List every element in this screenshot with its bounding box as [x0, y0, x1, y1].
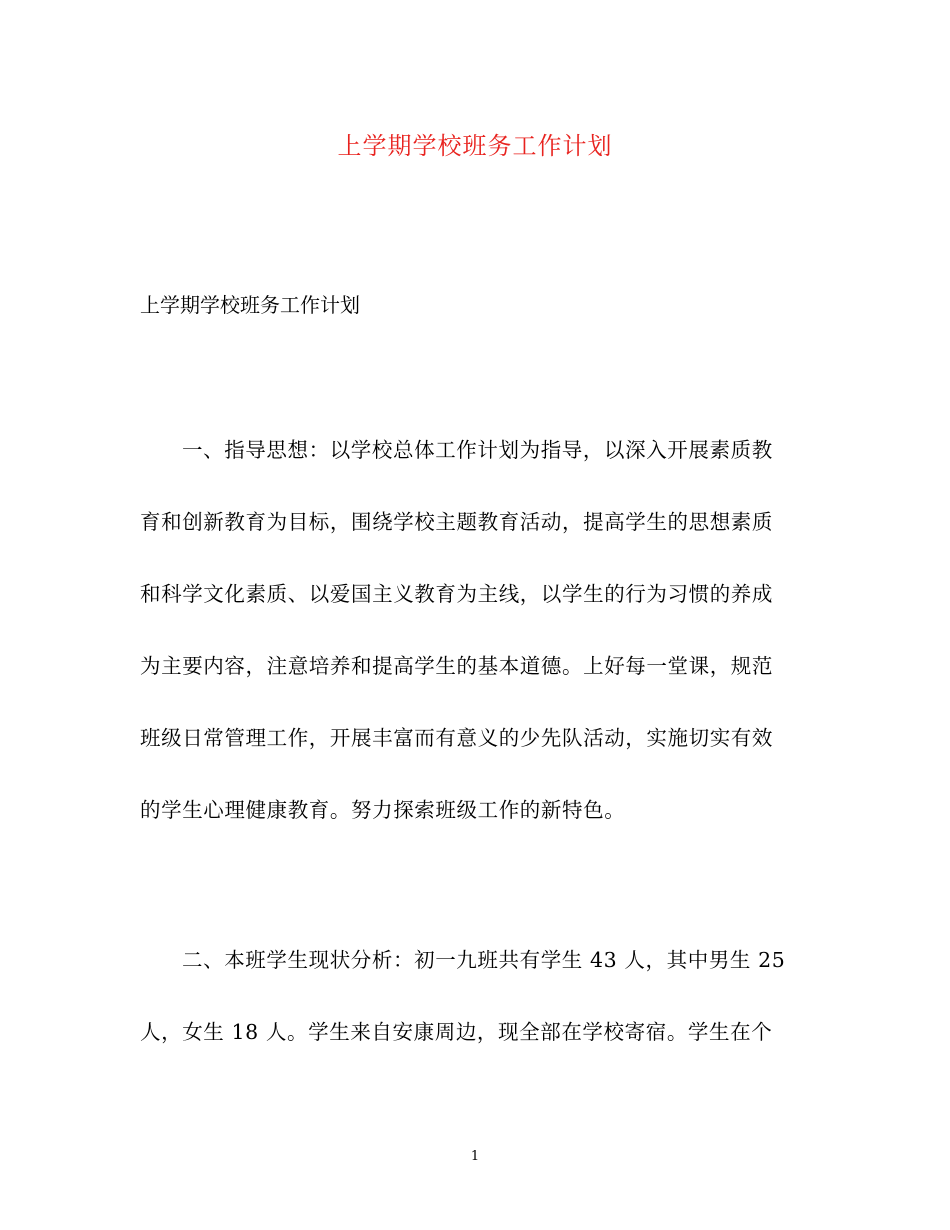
- paragraph-line: 育和创新教育为目标，围绕学校主题教育活动，提高学生的思想素质: [140, 510, 773, 534]
- document-subtitle: 上学期学校班务工作计划: [140, 293, 360, 317]
- paragraph-class-analysis: [140, 942, 810, 1086]
- paragraph-line: 的学生心理健康教育。努力探索班级工作的新特色。: [140, 798, 626, 822]
- paragraph-guiding-ideology: [140, 432, 810, 864]
- paragraph-line: 为主要内容，注意培养和提高学生的基本道德。上好每一堂课，规范: [140, 654, 773, 678]
- paragraph-line: 二、本班学生现状分析：初一九班共有学生 43 人，其中男生 25: [182, 948, 786, 972]
- page-number: 1: [470, 1149, 480, 1164]
- document-title: 上学期学校班务工作计划: [337, 132, 613, 160]
- paragraph-line: 一、指导思想：以学校总体工作计划为指导，以深入开展素质教: [182, 438, 773, 462]
- paragraph-line: 和科学文化素质、以爱国主义教育为主线，以学生的行为习惯的养成: [140, 582, 773, 606]
- paragraph-line: 班级日常管理工作，开展丰富而有意义的少先队活动，实施切实有效: [140, 726, 773, 750]
- paragraph-line: 人，女生 18 人。学生来自安康周边，现全部在学校寄宿。学生在个: [140, 1020, 773, 1044]
